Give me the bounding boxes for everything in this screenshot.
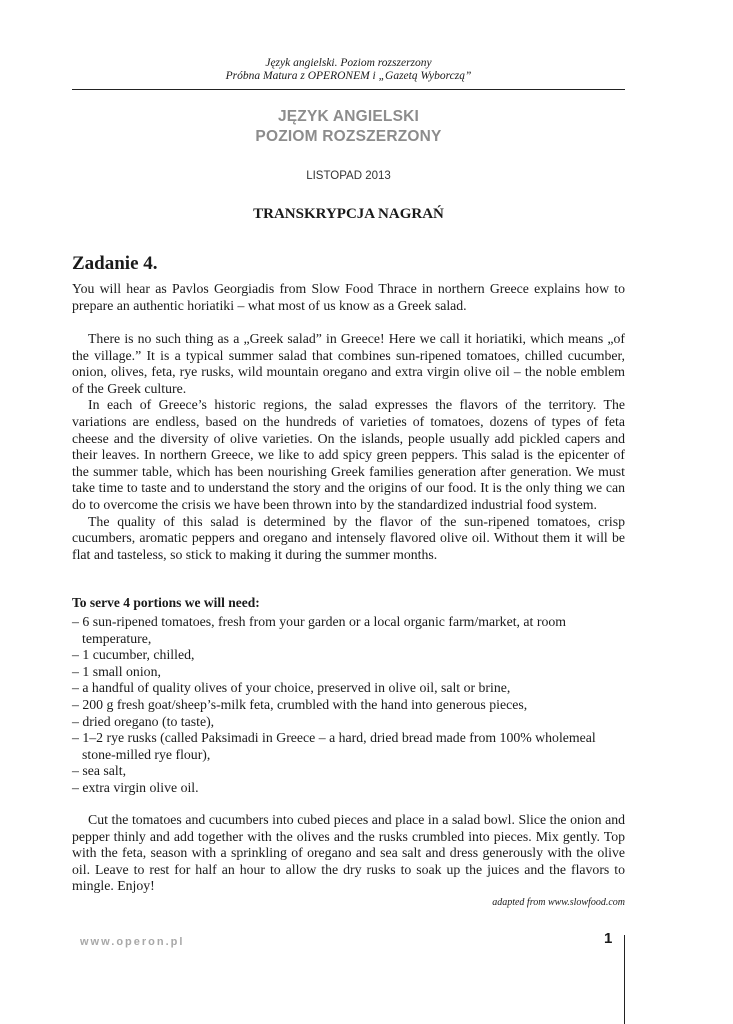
task-intro: You will hear as Pavlos Georgiadis from Slow Food Thrace in northern Greece explains how to prepare an authentic horiatiki – what most of us know as a Greek salad. [72,281,625,313]
paragraph: In each of Greece’s historic regions, the salad expresses the flavors of the territory. The variations are endless, based on the hundreds of varieties of tomatoes, dozens of types of feta cheese and the diversity of olive varieties. On the islands, people usually add pickled capers and their leaves. In northern Greece, we like to add spicy green peppers. This salad is the epicenter of the summer table, which has been nourishing Greek families generation after generation. We must take time to taste and to understand the story and the origins of our food. It is the only thing we can do to overcome the crisis we have been thrown into by the standardized industrial food system. [72,397,625,512]
ingredients-heading: To serve 4 portions we will need: [72,595,260,610]
page-number: 1 [604,930,613,947]
subject-title: JĘZYK ANGIELSKI [277,108,420,125]
header-line-1: Język angielski. Poziom rozszerzony [265,57,432,69]
list-item: – sea salt, [72,763,127,779]
footer-vertical-rule [624,935,625,1024]
list-item: – 1 small onion, [72,663,161,679]
list-item: – 200 g fresh goat/sheep’s-milk feta, crumbled with the hand into generous pieces, [72,696,528,712]
paragraph: Cut the tomatoes and cucumbers into cubed pieces and place in a salad bowl. Slice the onion and pepper thinly and add together with the olives and the rusks crumbled into pieces. Mix gently. Top with the feta, season with a sprinkling of oregano and sea salt and dress generously with the olive oil. Leave to rest for half an hour to allow the dry rusks to soak up the juices and the flavors to mingle. Enjoy! [72,812,625,894]
transcript-body [72,331,625,563]
paragraph: The quality of this salad is determined by the flavor of the sun-ripened tomatoes, crisp cucumbers, aromatic peppers and oregano and intensely flavored olive oil. Without them it will be flat and tasteless, so stick to making it during the summer months. [72,513,625,562]
paragraph: There is no such thing as a „Greek salad” in Greece! Here we call it horiatiki, which means „of the village.” It is a typical summer salad that combines sun-ripened tomatoes, chilled cucumber, onion, olives, feta, rye rusks, wild mountain oregano and extra virgin olive oil – the noble emblem of the Greek culture. [72,331,625,396]
task-heading: Zadanie 4. [72,253,158,274]
ingredients-list [72,614,625,797]
list-item: – dried oregano (to taste), [72,713,215,729]
transcript-heading: TRANSKRYPCJA NAGRAŃ [253,206,444,222]
header-line-2: Próbna Matura z OPERONEM i „Gazetą Wyborczą” [225,70,472,82]
list-item: – 1–2 rye rusks (called Paksimadi in Greece – a hard, dried bread made from 100% wholemeal stone-milled rye flour), [72,730,596,762]
footer-website: www.operon.pl [80,936,185,948]
level-title: POZIOM ROZSZERZONY [255,128,442,145]
header-rule [72,89,625,90]
list-item: – 6 sun-ripened tomatoes, fresh from your garden or a local organic farm/market, at room temperature, [72,614,566,646]
list-item: – a handful of quality olives of your choice, preserved in olive oil, salt or brine, [72,680,511,696]
list-item: – extra virgin olive oil. [72,779,199,795]
list-item: – 1 cucumber, chilled, [72,647,195,663]
source-credit: adapted from www.slowfood.com [492,897,625,908]
exam-date: LISTOPAD 2013 [306,170,391,182]
recipe-instructions [72,812,625,895]
running-header [72,57,625,83]
